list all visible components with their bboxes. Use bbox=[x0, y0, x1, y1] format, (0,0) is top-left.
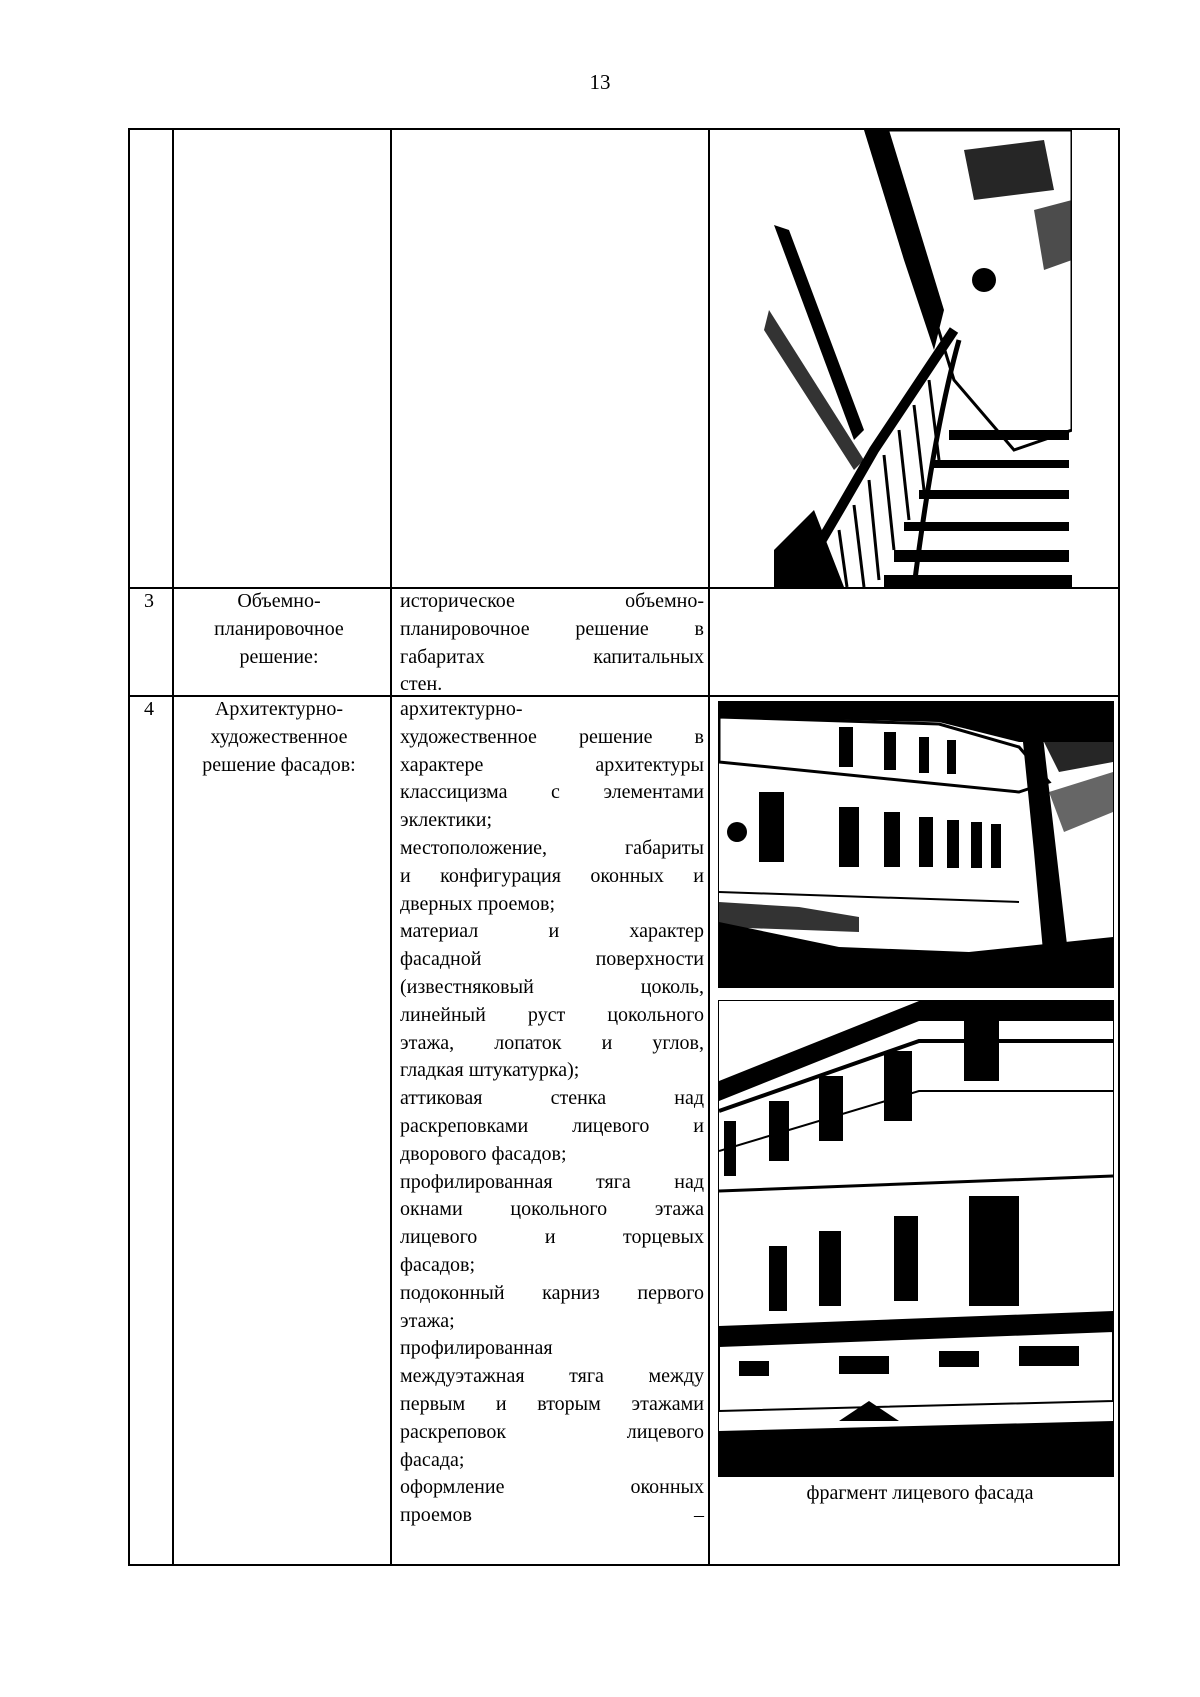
characteristic-line: первым и вторым этажами bbox=[400, 1392, 704, 1415]
characteristic-line: фасада; bbox=[400, 1448, 465, 1471]
characteristic-line: междуэтажная тяга между bbox=[400, 1365, 704, 1388]
characteristic-line: (известняковый цоколь, bbox=[400, 975, 704, 998]
characteristic-line: габаритах капитальных bbox=[400, 645, 704, 668]
characteristic-line: лицевого и торцевых bbox=[400, 1226, 704, 1249]
characteristic-line: раскреповок лицевого bbox=[400, 1420, 704, 1443]
characteristic-line: местоположение, габариты bbox=[400, 836, 704, 859]
column-divider bbox=[172, 130, 174, 1564]
characteristic-line: гладкая штукатурка); bbox=[400, 1059, 580, 1082]
characteristic-line: характере архитектуры bbox=[400, 753, 704, 776]
characteristic-line: и конфигурация оконных и bbox=[400, 864, 704, 887]
characteristic-line: материал и характер bbox=[400, 920, 704, 943]
column-divider bbox=[390, 130, 392, 1564]
page-number: 13 bbox=[589, 70, 611, 94]
characteristic-line: историческое объемно- bbox=[400, 590, 704, 612]
characteristic-line: аттиковая стенка над bbox=[400, 1087, 704, 1110]
characteristic-line: раскреповками лицевого и bbox=[400, 1114, 704, 1137]
characteristic-line: дверных проемов; bbox=[400, 892, 555, 915]
element-characteristics bbox=[400, 588, 704, 699]
characteristic-line: проемов – bbox=[400, 1504, 704, 1527]
characteristic-line: линейный руст цокольного bbox=[400, 1003, 704, 1026]
photo-caption: фрагмент лицевого фасада bbox=[806, 1482, 1034, 1504]
characteristic-line: этажа, лопаток и углов, bbox=[400, 1031, 704, 1054]
subject-of-protection-table bbox=[128, 128, 1120, 1566]
characteristic-line: фасадов; bbox=[400, 1253, 476, 1276]
characteristic-line: окнами цокольного этажа bbox=[400, 1198, 704, 1221]
characteristic-line: подоконный карниз первого bbox=[400, 1281, 704, 1304]
row-number: 4 bbox=[144, 698, 154, 720]
column-divider bbox=[708, 130, 710, 1564]
staircase-photo bbox=[714, 130, 1072, 587]
characteristic-line: оформление оконных bbox=[400, 1476, 704, 1499]
characteristic-line: художественное решение в bbox=[400, 725, 704, 748]
row-number: 3 bbox=[144, 590, 154, 612]
characteristic-line: планировочное решение в bbox=[400, 617, 704, 640]
element-characteristics bbox=[400, 696, 704, 1530]
element-name: Архитектурно- художественное решение фасадов: bbox=[202, 698, 356, 776]
characteristic-line: дворового фасадов; bbox=[400, 1142, 567, 1165]
characteristic-line: фасадной поверхности bbox=[400, 948, 704, 971]
characteristic-line: классицизма с элементами bbox=[400, 781, 704, 804]
facade-fragment-photo bbox=[718, 1000, 1114, 1477]
characteristic-line: эклектики; bbox=[400, 809, 493, 832]
characteristic-line: стен. bbox=[400, 673, 443, 696]
characteristic-line: этажа; bbox=[400, 1309, 455, 1332]
characteristic-line: архитектурно- bbox=[400, 698, 523, 720]
element-name: Объемно- планировочное решение: bbox=[214, 590, 344, 668]
characteristic-line: профилированная bbox=[400, 1337, 553, 1360]
facade-photo bbox=[718, 701, 1114, 988]
characteristic-line: профилированная тяга над bbox=[400, 1170, 704, 1193]
